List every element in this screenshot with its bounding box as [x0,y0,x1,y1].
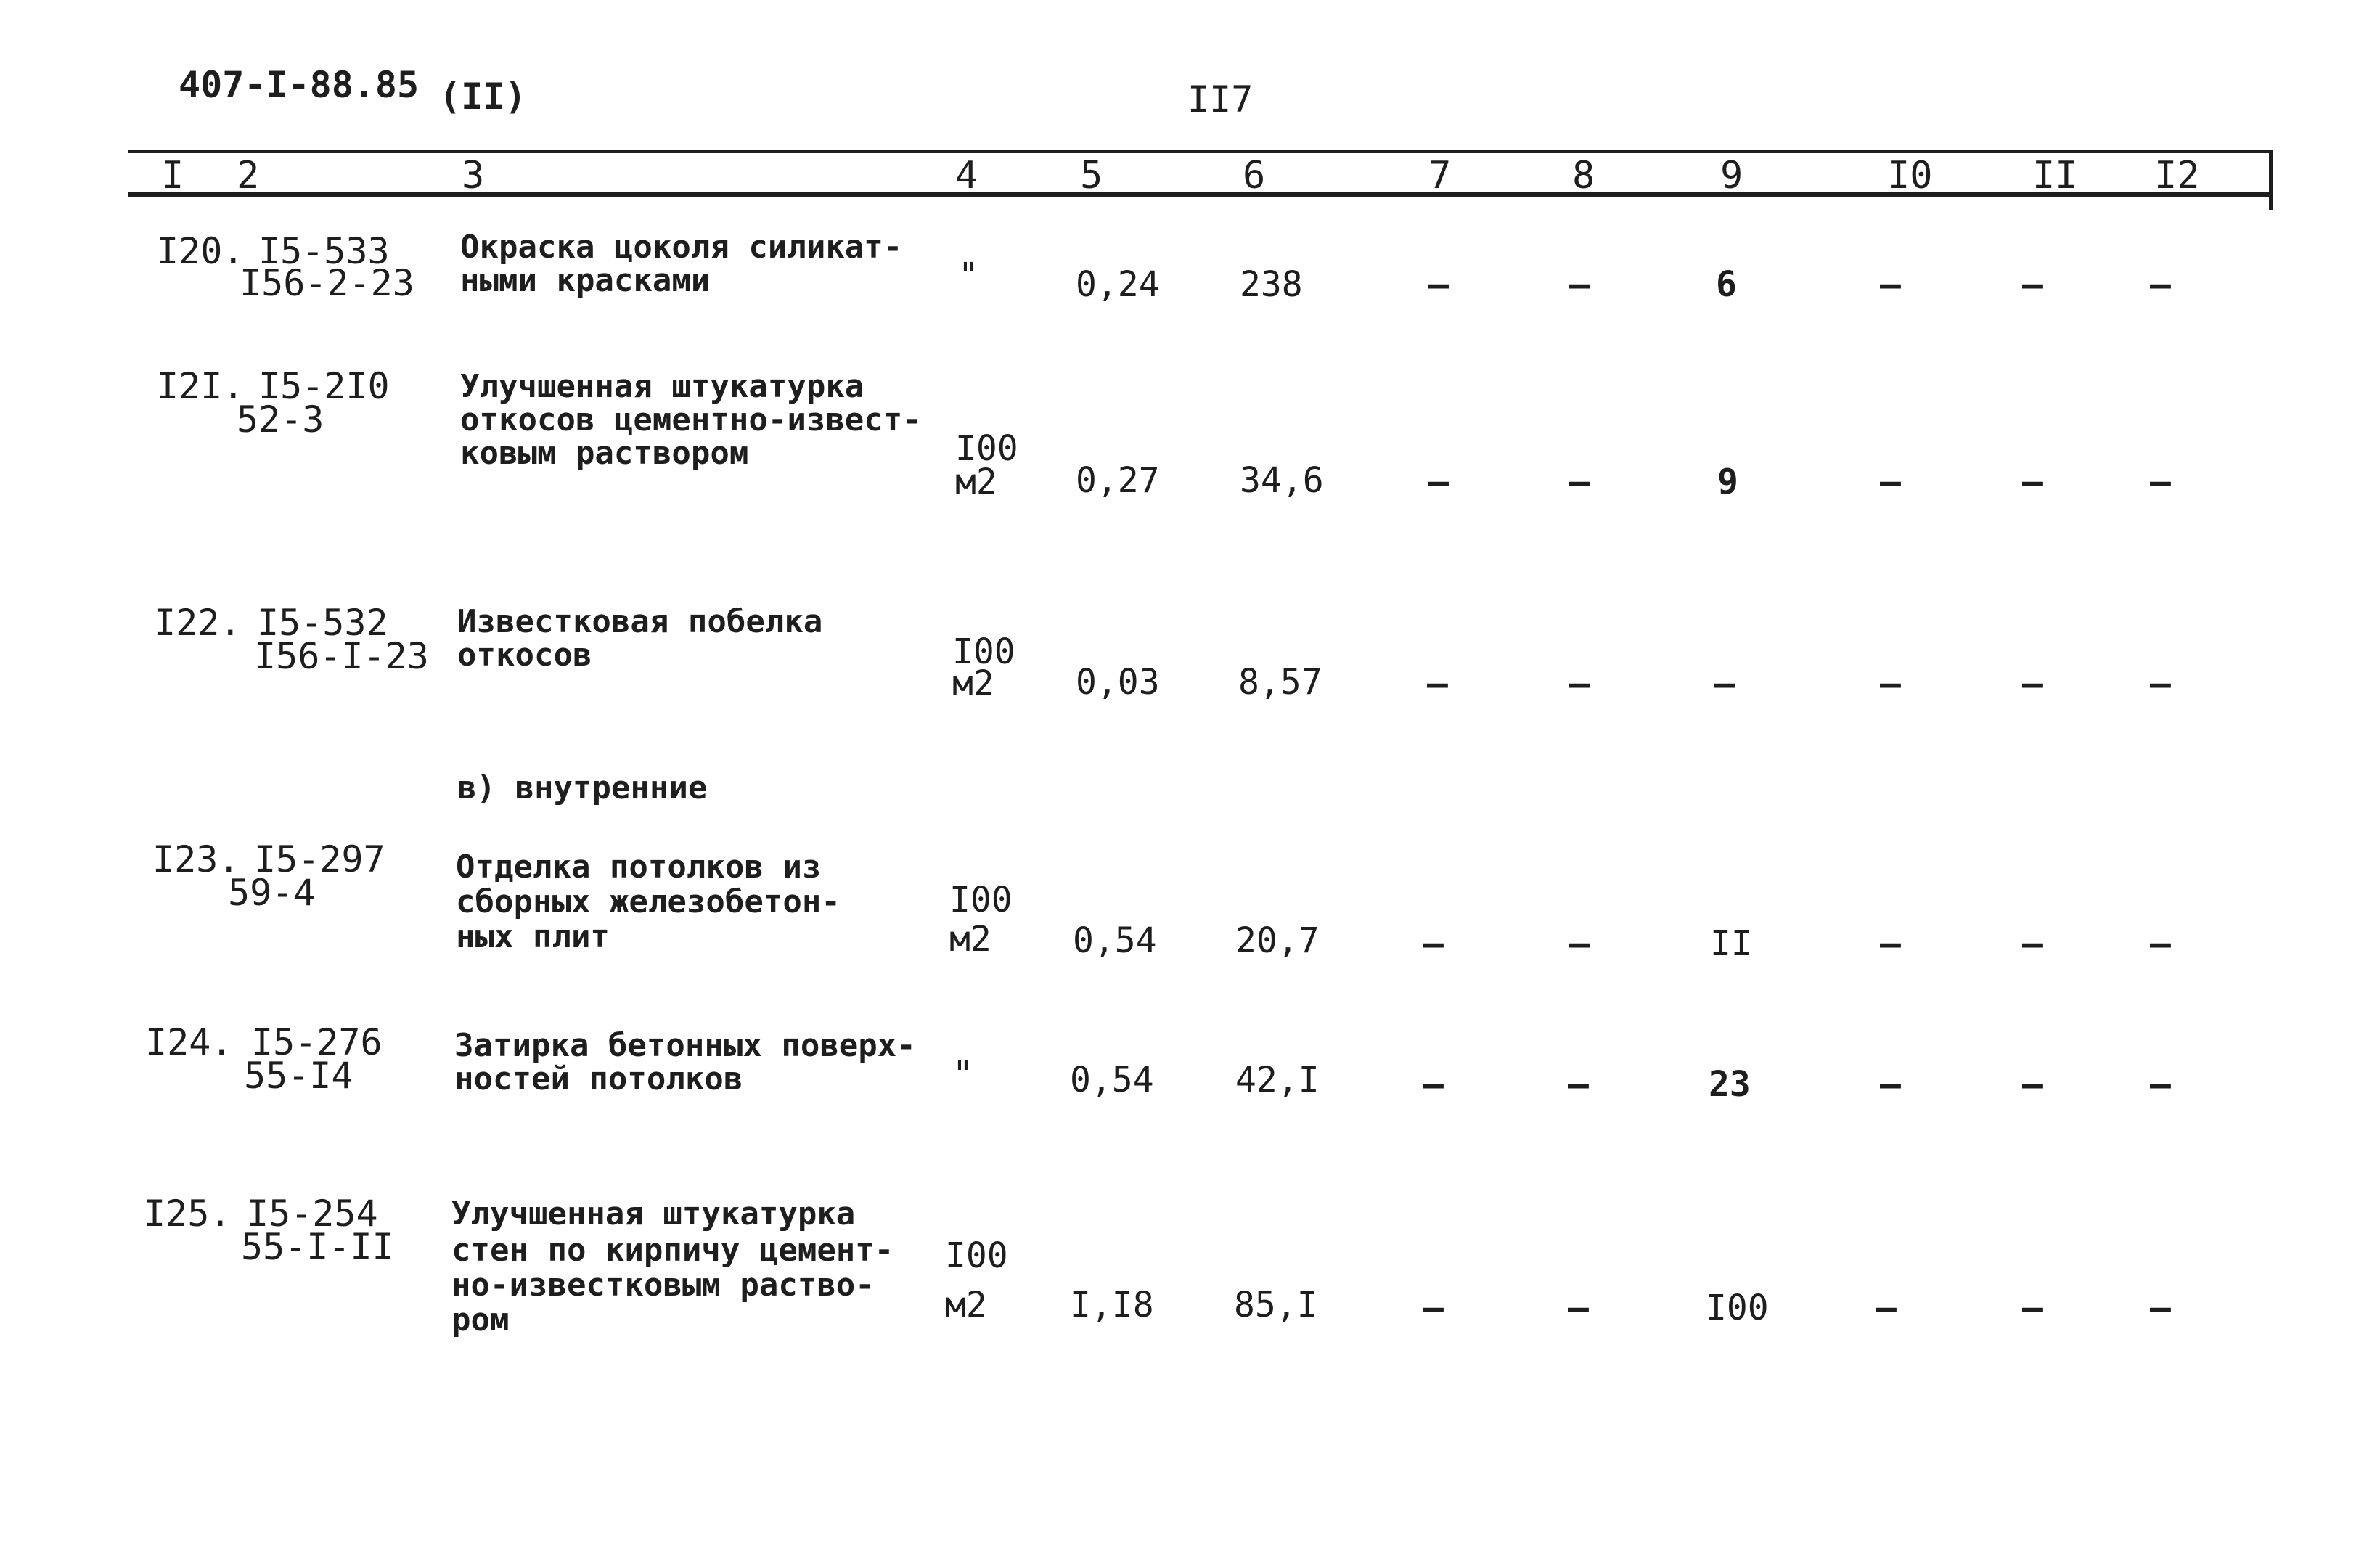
norm-code: I5-276 [251,1021,383,1063]
col-10-value: – [1876,1288,1897,1328]
unit: I00 [949,880,1013,920]
quantity: I,I8 [1070,1285,1154,1325]
column-header-12: I2 [2154,154,2200,197]
col-8-value: – [1569,264,1590,305]
col-7-value: – [1428,462,1449,502]
unit: I00 [952,631,1015,672]
row-number: I22. [154,602,242,644]
col-8-value: – [1568,1288,1589,1328]
unit: м2 [945,1285,987,1325]
col-7-value: – [1428,264,1449,305]
col-12-value: – [2150,1288,2171,1328]
column-header-1: I [161,154,184,197]
unit: м2 [952,663,994,704]
unit: " [952,1054,973,1095]
table-right-rule [2269,150,2273,210]
work-description-line: ковым раствором [460,435,749,472]
column-header-7: 7 [1428,154,1452,197]
table-header-rule [128,192,2273,197]
unit: I00 [945,1235,1008,1276]
row-number: I23. [152,838,240,880]
column-header-11: II [2032,154,2078,197]
col-11-value: – [2022,462,2043,502]
work-description-line: откосов цементно-извест- [460,401,922,438]
norm-code-secondary: 52-3 [237,398,324,441]
work-description-line: откосов [457,637,592,674]
col-9-value: 9 [1717,462,1738,502]
norm-code: I5-2I0 [258,365,390,407]
unit-price: 238 [1240,264,1303,305]
column-header-9: 9 [1720,154,1743,197]
work-description-line: Улучшенная штукатурка [451,1195,856,1232]
column-header-3: 3 [462,154,485,197]
work-description-line: ных плит [456,918,610,955]
table-top-rule [128,150,2273,153]
page-number: II7 [1187,78,1254,120]
work-description-line: ностей потолков [454,1060,743,1097]
quantity: 0,54 [1073,920,1157,961]
row-number: I20. [157,230,245,272]
col-12-value: – [2150,663,2171,704]
norm-code: I5-254 [247,1193,378,1235]
col-11-value: – [2022,1288,2043,1328]
work-description-line: Окраска цоколя силикат- [460,229,903,266]
work-description-line: Известковая побелка [457,603,823,640]
col-10-value: – [1880,663,1901,704]
col-8-value: – [1569,923,1590,964]
column-header-8: 8 [1572,154,1595,197]
col-8-value: – [1568,1064,1589,1105]
quantity: 0,27 [1076,460,1160,501]
norm-code-secondary: 55-I4 [244,1055,353,1097]
unit-price: 42,I [1235,1060,1320,1100]
quantity: 0,54 [1070,1060,1154,1100]
col-12-value: – [2150,462,2171,502]
work-description-line: ными красками [460,262,711,299]
quantity: 0,24 [1076,264,1160,305]
work-description-line: ром [451,1301,510,1338]
unit: " [958,255,979,296]
norm-code-secondary: 55-I-II [241,1226,394,1268]
col-7-value: – [1423,1064,1444,1105]
col-10-value: – [1880,1064,1901,1105]
work-description-line: Улучшенная штукатурка [460,368,864,405]
column-header-2: 2 [237,154,260,197]
col-10-value: – [1880,923,1901,964]
work-description-line: но-известковым раство- [451,1267,875,1304]
col-8-value: – [1569,462,1590,502]
col-9-value: 23 [1709,1064,1751,1105]
unit: м2 [955,462,997,502]
quantity: 0,03 [1076,662,1160,703]
norm-code: I5-532 [257,602,388,644]
col-11-value: – [2022,1064,2043,1105]
column-header-6: 6 [1243,154,1266,197]
row-number: I24. [145,1021,233,1063]
col-11-value: – [2022,923,2043,964]
column-header-5: 5 [1080,154,1103,197]
unit-price: 34,6 [1240,460,1324,501]
norm-code: I5-297 [254,838,385,880]
column-header-4: 4 [955,154,978,197]
col-7-value: – [1427,663,1448,704]
col-9-value: 6 [1716,264,1737,305]
unit-price: 8,57 [1238,662,1322,703]
work-description-line: стен по кирпичу цемент- [451,1232,894,1269]
column-header-10: I0 [1887,154,1933,197]
section-subheading: в) внутренние [457,769,708,806]
col-7-value: – [1423,923,1444,964]
col-7-value: – [1423,1288,1444,1328]
col-9-value: I00 [1706,1288,1769,1328]
unit: м2 [949,919,991,960]
work-description-line: Затирка бетонных поверх- [454,1027,916,1064]
unit-price: 20,7 [1235,920,1320,961]
work-description-line: Отделка потолков из [456,848,822,886]
document-code: 407-I-88.85 [179,64,420,106]
unit-price: 85,I [1234,1285,1318,1325]
col-8-value: – [1569,663,1590,704]
col-9-value: – [1714,663,1735,704]
norm-code-secondary: I56-2-23 [240,262,414,304]
col-12-value: – [2150,923,2171,964]
col-12-value: – [2150,1064,2171,1105]
sheet-mark: (II) [439,75,527,118]
norm-code-secondary: I56-I-23 [254,635,429,677]
col-11-value: – [2022,663,2043,704]
norm-code-secondary: 59-4 [228,872,316,914]
work-description-line: сборных железобетон- [456,883,841,920]
col-10-value: – [1880,264,1901,305]
row-number: I2I. [157,365,245,407]
col-10-value: – [1880,462,1901,502]
row-number: I25. [144,1193,232,1235]
unit: I00 [955,428,1018,469]
col-9-value: II [1710,923,1752,964]
col-12-value: – [2150,264,2171,305]
col-11-value: – [2022,264,2043,305]
norm-code: I5-533 [258,230,390,272]
